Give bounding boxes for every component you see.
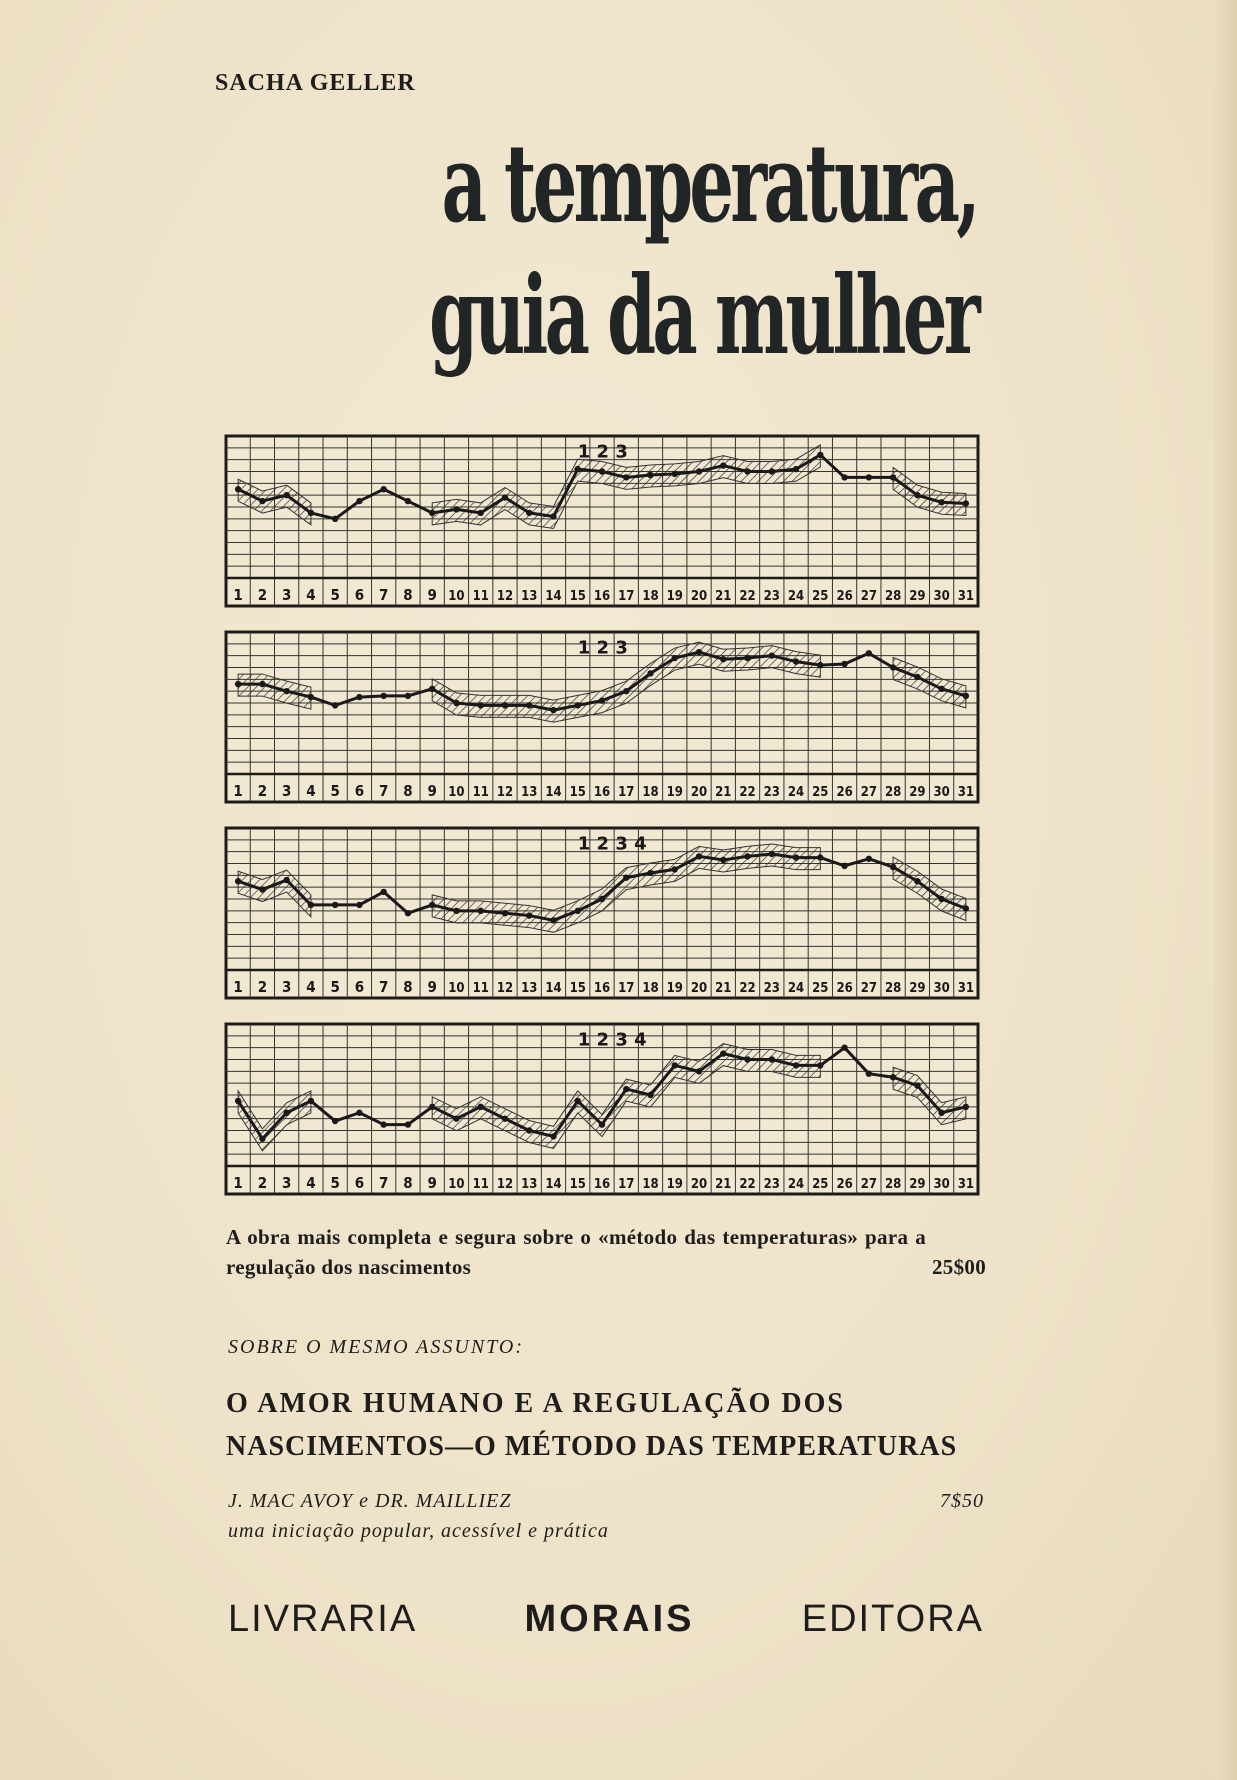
temperature-chart-1: [226, 436, 978, 606]
day-label: 25: [812, 981, 829, 996]
temperature-point: [938, 1110, 944, 1116]
day-label: 6: [354, 978, 365, 996]
temperature-point: [720, 1050, 726, 1056]
temperature-point: [235, 1098, 241, 1104]
temperature-point: [405, 910, 411, 916]
day-label: 15: [569, 589, 586, 604]
day-label: 22: [739, 589, 756, 604]
day-label: 23: [763, 1177, 780, 1192]
temperature-point: [599, 1121, 605, 1127]
day-label: 6: [354, 1174, 365, 1192]
temperature-point: [744, 1056, 750, 1062]
temperature-point: [938, 499, 944, 505]
day-label: 13: [521, 589, 538, 604]
day-label: 27: [860, 1177, 877, 1192]
temperature-point: [380, 889, 386, 895]
temperature-point: [647, 670, 653, 676]
temperature-point: [769, 652, 775, 658]
day-label: 4: [306, 782, 316, 800]
temperature-point: [963, 500, 969, 506]
day-label: 14: [545, 981, 562, 996]
day-label: 27: [860, 785, 877, 800]
day-label: 27: [860, 589, 877, 604]
book-price: 25$00: [932, 1255, 986, 1279]
temperature-point: [575, 1098, 581, 1104]
day-label: 14: [545, 785, 562, 800]
temperature-point: [647, 1092, 653, 1098]
temperature-point: [453, 506, 459, 512]
publisher-right: EDITORA: [801, 1598, 984, 1640]
day-label: 29: [909, 981, 926, 996]
temperature-point: [793, 854, 799, 860]
day-label: 27: [860, 981, 877, 996]
temperature-point: [720, 462, 726, 468]
day-label: 5: [330, 586, 340, 604]
temperature-point: [405, 498, 411, 504]
day-label: 25: [812, 785, 829, 800]
day-label: 15: [569, 785, 586, 800]
day-label: 29: [909, 589, 926, 604]
temperature-point: [405, 1121, 411, 1127]
temperature-point: [744, 655, 750, 661]
temperature-point: [817, 662, 823, 668]
temperature-point: [550, 513, 556, 519]
temperature-point: [308, 510, 314, 516]
temperature-point: [478, 510, 484, 516]
temperature-point: [502, 702, 508, 708]
day-label: 12: [496, 785, 514, 800]
day-label: 5: [330, 978, 340, 996]
temperature-point: [259, 498, 265, 504]
publisher: [228, 1598, 984, 1641]
day-label: 14: [545, 1177, 562, 1192]
temperature-point: [308, 694, 314, 700]
related-book-info: [228, 1486, 984, 1546]
temperature-point: [308, 902, 314, 908]
day-label: 16: [593, 981, 611, 996]
day-label: 3: [281, 586, 292, 604]
day-label: 18: [642, 981, 659, 996]
day-label: 4: [306, 1174, 316, 1192]
temperature-point: [720, 656, 726, 662]
day-label: 9: [427, 978, 437, 996]
temperature-point: [599, 468, 605, 474]
day-label: 21: [715, 981, 732, 996]
day-label: 20: [690, 981, 708, 996]
temperature-point: [817, 854, 823, 860]
temperature-point: [793, 466, 799, 472]
day-label: 31: [957, 589, 975, 604]
day-label: 14: [545, 589, 562, 604]
day-label: 16: [593, 589, 611, 604]
day-label: 19: [666, 785, 683, 800]
temperature-point: [429, 1104, 435, 1110]
temperature-point: [235, 878, 241, 884]
day-label: 11: [472, 981, 489, 996]
day-label: 17: [618, 1177, 635, 1192]
day-label: 13: [521, 785, 538, 800]
day-label: 28: [884, 981, 902, 996]
temperature-point: [235, 681, 241, 687]
temperature-point: [647, 870, 653, 876]
day-label: 10: [448, 785, 465, 800]
temperature-point: [938, 896, 944, 902]
day-label: 12: [496, 1177, 514, 1192]
day-label: 23: [763, 981, 780, 996]
related-book-title: [226, 1382, 986, 1468]
day-label: 22: [739, 785, 756, 800]
day-label: 30: [933, 589, 950, 604]
day-label: 1: [233, 782, 243, 800]
day-label: 1: [233, 978, 243, 996]
temperature-point: [356, 902, 362, 908]
temperature-point: [356, 498, 362, 504]
day-label: 28: [884, 589, 902, 604]
temperature-point: [259, 1136, 265, 1142]
temperature-point: [623, 875, 629, 881]
day-label: 28: [884, 1177, 902, 1192]
temperature-chart-4: [226, 1024, 978, 1194]
day-label: 3: [281, 978, 292, 996]
day-label: 2: [257, 782, 268, 800]
phase-label: 1 2 3 4: [577, 833, 647, 855]
related-title-line-2: NASCIMENTOS—O MÉTODO DAS TEMPERATURAS: [226, 1431, 958, 1462]
temperature-point: [890, 864, 896, 870]
day-label: 12: [496, 589, 514, 604]
temperature-point: [914, 492, 920, 498]
day-label: 4: [306, 586, 316, 604]
temperature-point: [356, 694, 362, 700]
author-name: SACHA GELLER: [215, 70, 416, 96]
temperature-point: [502, 910, 508, 916]
temperature-point: [963, 693, 969, 699]
temperature-point: [235, 486, 241, 492]
temperature-point: [914, 878, 920, 884]
day-label: 20: [690, 785, 708, 800]
temperature-point: [890, 1074, 896, 1080]
day-label: 5: [330, 1174, 340, 1192]
day-label: 22: [739, 981, 756, 996]
related-subtitle: uma iniciação popular, acessível e prática: [228, 1520, 609, 1542]
temperature-point: [890, 664, 896, 670]
temperature-point: [283, 1110, 289, 1116]
temperature-point: [647, 472, 653, 478]
temperature-point: [429, 686, 435, 692]
day-label: 24: [787, 981, 805, 996]
day-label: 29: [909, 785, 926, 800]
temperature-point: [963, 1104, 969, 1110]
day-label: 30: [933, 1177, 950, 1192]
temperature-point: [332, 516, 338, 522]
title-line-1: a temperatura,: [441, 121, 977, 247]
temperature-point: [793, 1062, 799, 1068]
temperature-point: [672, 1062, 678, 1068]
day-label: 26: [836, 785, 853, 800]
temperature-point: [478, 908, 484, 914]
day-label: 26: [836, 981, 853, 996]
temperature-chart-2: [226, 632, 978, 802]
day-label: 7: [378, 782, 389, 800]
temperature-point: [866, 1071, 872, 1077]
temperature-point: [405, 693, 411, 699]
temperature-point: [866, 856, 872, 862]
day-label: 9: [427, 586, 437, 604]
temperature-point: [550, 917, 556, 923]
day-label: 16: [593, 785, 611, 800]
day-label: 10: [448, 981, 465, 996]
temperature-point: [502, 494, 508, 500]
temperature-point: [720, 857, 726, 863]
temperature-point: [332, 902, 338, 908]
temperature-point: [283, 688, 289, 694]
book-description: [226, 1222, 986, 1282]
day-label: 21: [715, 589, 732, 604]
day-label: 8: [403, 782, 413, 800]
temperature-point: [841, 863, 847, 869]
temperature-point: [380, 486, 386, 492]
temperature-point: [380, 693, 386, 699]
temperature-point: [453, 908, 459, 914]
temperature-point: [332, 1118, 338, 1124]
day-label: 11: [472, 589, 489, 604]
temperature-point: [356, 1110, 362, 1116]
related-title-line-1: O AMOR HUMANO E A REGULAÇÃO DOS: [226, 1388, 845, 1419]
temperature-point: [696, 1068, 702, 1074]
temperature-point: [550, 707, 556, 713]
day-label: 13: [521, 1177, 538, 1192]
temperature-point: [575, 702, 581, 708]
day-label: 6: [354, 782, 365, 800]
day-label: 2: [257, 1174, 268, 1192]
day-label: 22: [739, 1177, 756, 1192]
day-label: 24: [787, 785, 805, 800]
temperature-point: [696, 853, 702, 859]
day-label: 11: [472, 1177, 489, 1192]
day-label: 8: [403, 1174, 413, 1192]
day-label: 10: [448, 589, 465, 604]
temperature-point: [623, 1086, 629, 1092]
temperature-point: [817, 452, 823, 458]
temperature-point: [841, 1044, 847, 1050]
temperature-point: [623, 688, 629, 694]
temperature-point: [575, 908, 581, 914]
day-label: 7: [378, 1174, 389, 1192]
temperature-point: [744, 853, 750, 859]
day-label: 24: [787, 1177, 805, 1192]
day-label: 21: [715, 1177, 732, 1192]
temperature-point: [599, 896, 605, 902]
day-label: 25: [812, 1177, 829, 1192]
temperature-point: [744, 468, 750, 474]
temperature-point: [769, 468, 775, 474]
temperature-point: [453, 700, 459, 706]
temperature-point: [623, 474, 629, 480]
temperature-point: [841, 474, 847, 480]
day-label: 23: [763, 785, 780, 800]
temperature-point: [914, 1082, 920, 1088]
temperature-point: [380, 1121, 386, 1127]
related-authors: J. MAC AVOY e DR. MAILLIEZ: [228, 1490, 512, 1512]
temperature-chart-3: [226, 828, 978, 998]
phase-label: 1 2 3: [577, 637, 628, 659]
temperature-point: [259, 681, 265, 687]
temperature-point: [526, 1127, 532, 1133]
temperature-point: [502, 1115, 508, 1121]
day-label: 16: [593, 1177, 611, 1192]
publisher-name: MORAIS: [524, 1598, 695, 1640]
temperature-point: [672, 655, 678, 661]
temperature-point: [283, 877, 289, 883]
temperature-point: [526, 702, 532, 708]
day-label: 5: [330, 782, 340, 800]
title-line-2: guia da mulher: [429, 253, 977, 379]
day-label: 20: [690, 1177, 708, 1192]
day-label: 1: [233, 586, 243, 604]
phase-label: 1 2 3 4: [577, 1029, 647, 1051]
temperature-point: [963, 905, 969, 911]
temperature-point: [478, 702, 484, 708]
temperature-point: [575, 466, 581, 472]
description-text: A obra mais completa e segura sobre o «método das temperaturas» para a regulação dos nascimentos: [226, 1225, 926, 1279]
temperature-point: [793, 658, 799, 664]
temperature-point: [817, 1062, 823, 1068]
temperature-point: [429, 902, 435, 908]
day-label: 31: [957, 1177, 975, 1192]
day-label: 2: [257, 978, 268, 996]
day-label: 9: [427, 1174, 437, 1192]
related-heading: SOBRE O MESMO ASSUNTO:: [228, 1336, 525, 1358]
day-label: 7: [378, 978, 389, 996]
day-label: 29: [909, 1177, 926, 1192]
temperature-point: [866, 474, 872, 480]
temperature-point: [429, 510, 435, 516]
temperature-point: [866, 650, 872, 656]
temperature-point: [769, 851, 775, 857]
day-label: 7: [378, 586, 389, 604]
day-label: 12: [496, 981, 514, 996]
day-label: 28: [884, 785, 902, 800]
day-label: 13: [521, 981, 538, 996]
temperature-point: [599, 697, 605, 703]
temperature-point: [332, 702, 338, 708]
publisher-left: LIVRARIA: [228, 1598, 418, 1640]
day-label: 15: [569, 981, 586, 996]
temperature-point: [672, 866, 678, 872]
temperature-point: [841, 661, 847, 667]
phase-label: 1 2 3: [577, 441, 628, 463]
book-title: [429, 118, 977, 382]
related-price: 7$50: [940, 1490, 984, 1512]
temperature-point: [696, 649, 702, 655]
temperature-point: [769, 1056, 775, 1062]
temperature-point: [453, 1115, 459, 1121]
day-label: 30: [933, 981, 950, 996]
day-label: 6: [354, 586, 365, 604]
day-label: 23: [763, 589, 780, 604]
day-label: 30: [933, 785, 950, 800]
day-label: 17: [618, 981, 635, 996]
temperature-point: [890, 474, 896, 480]
day-label: 9: [427, 782, 437, 800]
day-label: 21: [715, 785, 732, 800]
day-label: 18: [642, 589, 659, 604]
day-label: 17: [618, 589, 635, 604]
temperature-point: [914, 674, 920, 680]
temperature-point: [283, 492, 289, 498]
day-label: 15: [569, 1177, 586, 1192]
day-label: 19: [666, 589, 683, 604]
temperature-point: [526, 912, 532, 918]
day-label: 10: [448, 1177, 465, 1192]
day-label: 25: [812, 589, 829, 604]
day-label: 31: [957, 785, 975, 800]
day-label: 26: [836, 1177, 853, 1192]
temperature-point: [526, 510, 532, 516]
day-label: 26: [836, 589, 853, 604]
day-label: 4: [306, 978, 316, 996]
day-label: 2: [257, 586, 268, 604]
day-label: 17: [618, 785, 635, 800]
day-label: 3: [281, 782, 292, 800]
temperature-point: [478, 1104, 484, 1110]
day-label: 19: [666, 981, 683, 996]
day-label: 18: [642, 785, 659, 800]
temperature-point: [308, 1098, 314, 1104]
day-label: 19: [666, 1177, 683, 1192]
day-label: 11: [472, 785, 489, 800]
day-label: 20: [690, 589, 708, 604]
day-label: 24: [787, 589, 805, 604]
temperature-point: [696, 468, 702, 474]
day-label: 8: [403, 586, 413, 604]
day-label: 1: [233, 1174, 243, 1192]
day-label: 8: [403, 978, 413, 996]
day-label: 31: [957, 981, 975, 996]
day-label: 18: [642, 1177, 659, 1192]
temperature-point: [259, 886, 265, 892]
temperature-point: [550, 1133, 556, 1139]
temperature-point: [672, 471, 678, 477]
temperature-point: [938, 686, 944, 692]
day-label: 3: [281, 1174, 292, 1192]
